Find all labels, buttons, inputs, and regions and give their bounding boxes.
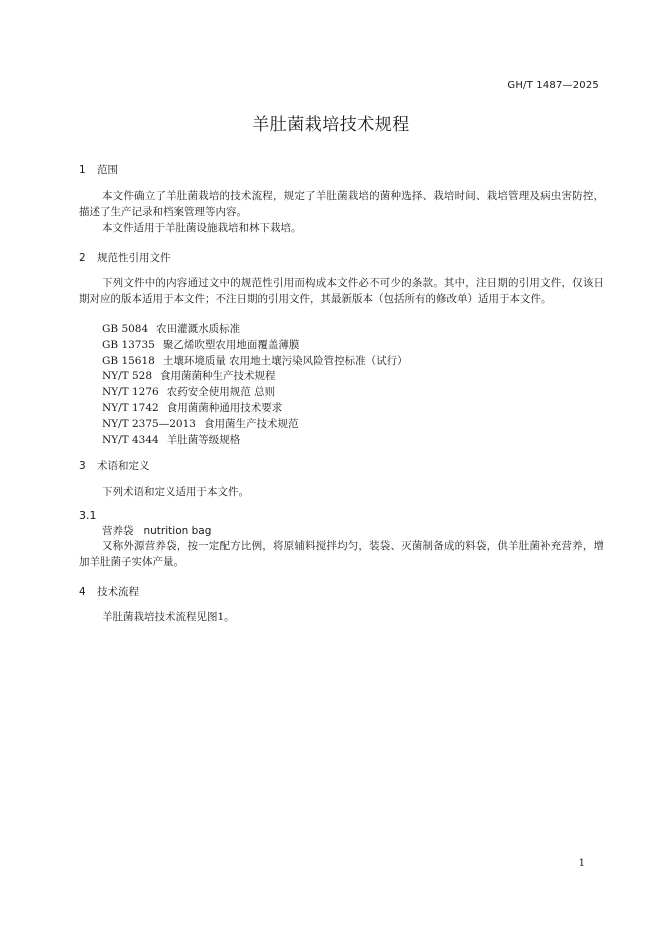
- section-3-paragraph-1: 下列术语和定义适用于本文件。: [102, 486, 249, 498]
- reference-item: [102, 322, 408, 338]
- section-4-paragraph-1: 羊肚菌栽培技术流程见图1。: [102, 611, 235, 623]
- reference-code: GB 5084: [102, 323, 149, 335]
- section-4-heading: [79, 584, 139, 599]
- section-number: 2: [79, 252, 86, 264]
- term-entry: [102, 523, 211, 538]
- section-title: 术语和定义: [97, 460, 150, 472]
- section-1-heading: [79, 162, 118, 177]
- standard-code: GH/T 1487—2025: [507, 80, 599, 91]
- reference-list: [102, 322, 408, 448]
- term-number: 3.1: [79, 509, 97, 522]
- reference-code: NY/T 2375—2013: [102, 417, 196, 430]
- reference-code: NY/T 1742: [102, 401, 159, 414]
- reference-code: NY/T 1276: [102, 386, 159, 399]
- reference-name: 聚乙烯吹塑农用地面覆盖薄膜: [162, 338, 300, 351]
- document-title: 羊肚菌栽培技术规程: [252, 115, 410, 135]
- section-number: 3: [79, 460, 86, 472]
- reference-name: 农田灌溉水质标准: [156, 323, 241, 335]
- reference-code: NY/T 528: [102, 370, 153, 383]
- reference-item: [102, 354, 408, 370]
- reference-code: NY/T 4344: [102, 433, 159, 446]
- section-1-paragraph-1: 本文件确立了羊肚菌栽培的技术流程，规定了羊肚菌栽培的菌种选择、栽培时间、栽培管理及病虫害防控，描述了生产记录和档案管理等内容。: [79, 190, 604, 218]
- section-1-paragraph-2: 本文件适用于羊肚菌设施栽培和林下栽培。: [102, 222, 302, 234]
- reference-name: 食用菌菌种生产技术规程: [160, 370, 276, 383]
- reference-code: GB 15618: [102, 354, 155, 367]
- section-3-heading: [79, 458, 150, 473]
- reference-name: 食用菌生产技术规范: [203, 417, 299, 430]
- section-title: 规范性引用文件: [97, 252, 171, 264]
- section-title: 范围: [97, 164, 118, 176]
- section-2-heading: [79, 250, 171, 265]
- reference-name: 农药安全使用规范 总则: [166, 386, 276, 399]
- term-english: nutrition bag: [143, 525, 212, 537]
- term-definition: 又称外源营养袋，按一定配方比例，将原辅料搅拌均匀，装袋、灭菌制备成的料袋，供羊肚菌补充营养，增加羊肚菌子实体产量。: [79, 540, 604, 568]
- reference-name: 羊肚菌等级规格: [166, 433, 241, 446]
- reference-name: 食用菌菌种通用技术要求: [166, 401, 283, 414]
- reference-name: 土壤环境质量 农用地土壤污染风险管控标准（试行）: [162, 354, 408, 367]
- reference-item: [102, 433, 408, 449]
- reference-item: [102, 417, 408, 433]
- reference-item: [102, 338, 408, 354]
- reference-item: [102, 401, 408, 417]
- reference-item: [102, 385, 408, 401]
- page-number: 1: [578, 858, 585, 869]
- section-2-paragraph-1: 下列文件中的内容通过文中的规范性引用而构成本文件必不可少的条款。其中，注日期的引用文件，仅该日期对应的版本适用于本文件；不注日期的引用文件，其最新版本（包括所有的修改单）适用于本文件。: [79, 277, 604, 305]
- section-number: 4: [79, 586, 86, 598]
- section-title: 技术流程: [97, 586, 139, 598]
- section-number: 1: [79, 164, 86, 176]
- term-chinese: 营养袋: [102, 525, 134, 537]
- reference-code: GB 13735: [102, 338, 155, 351]
- reference-item: [102, 369, 408, 385]
